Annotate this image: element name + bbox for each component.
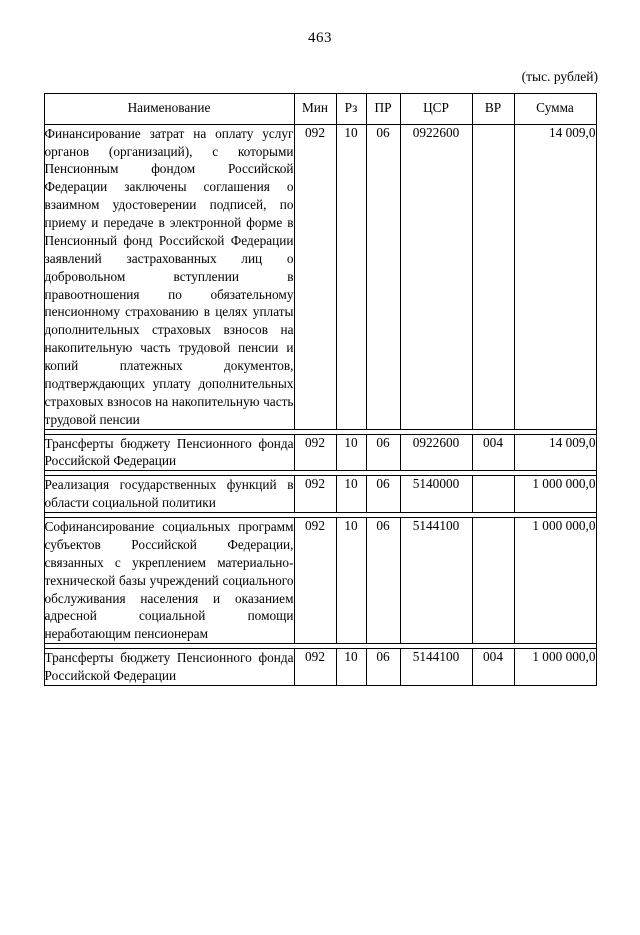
row-sum: 1 000 000,0 xyxy=(514,518,596,644)
table-row xyxy=(44,434,596,471)
table-body xyxy=(44,124,596,685)
column-header-min: Мин xyxy=(294,94,336,125)
row-min: 092 xyxy=(294,124,336,429)
row-min: 092 xyxy=(294,434,336,471)
document-page xyxy=(0,30,640,935)
row-vr xyxy=(472,124,514,429)
column-header-sum: Сумма xyxy=(514,94,596,125)
row-name: Трансферты бюджету Пенсионного фонда Российской Федерации xyxy=(44,434,294,471)
row-csr: 0922600 xyxy=(400,124,472,429)
table-row xyxy=(44,124,596,429)
row-rz: 10 xyxy=(336,124,366,429)
row-vr: 004 xyxy=(472,434,514,471)
row-min: 092 xyxy=(294,649,336,686)
row-min: 092 xyxy=(294,476,336,513)
row-csr: 5140000 xyxy=(400,476,472,513)
units-note: (тыс. рублей) xyxy=(521,69,598,84)
row-pr: 06 xyxy=(366,518,400,644)
row-name: Трансферты бюджету Пенсионного фонда Российской Федерации xyxy=(44,649,294,686)
budget-table xyxy=(44,93,597,686)
column-header-vr: ВР xyxy=(472,94,514,125)
column-header-name: Наименование xyxy=(44,94,294,125)
row-vr: 004 xyxy=(472,649,514,686)
row-csr: 5144100 xyxy=(400,518,472,644)
row-vr xyxy=(472,476,514,513)
table-header xyxy=(44,94,596,125)
row-rz: 10 xyxy=(336,476,366,513)
row-name: Софинансирование социальных программ субъектов Российской Федерации, связанных с укреплением материально-технической базы учреждений социального обслуживания населения и оказанием адресной социальной помощи неработающим пенсионерам xyxy=(44,518,294,644)
table-row xyxy=(44,518,596,644)
column-header-pr: ПР xyxy=(366,94,400,125)
row-rz: 10 xyxy=(336,434,366,471)
row-sum: 1 000 000,0 xyxy=(514,649,596,686)
row-sum: 14 009,0 xyxy=(514,124,596,429)
row-pr: 06 xyxy=(366,476,400,513)
row-pr: 06 xyxy=(366,124,400,429)
column-header-rz: Рз xyxy=(336,94,366,125)
table-row xyxy=(44,476,596,513)
table-row xyxy=(44,649,596,686)
row-rz: 10 xyxy=(336,649,366,686)
row-pr: 06 xyxy=(366,649,400,686)
row-vr xyxy=(472,518,514,644)
page-number: 463 xyxy=(308,30,332,46)
row-name: Реализация государственных функций в области социальной политики xyxy=(44,476,294,513)
row-name: Финансирование затрат на оплату услуг органов (организаций), с которыми Пенсионным фондом Российской Федерации заключены соглашения о взаимном удостоверении подписей, по приему и передаче в электронной форме в Пенсионный фонд Российской Федерации заявлений застрахованных лиц о добровольном вступлении в правоотношения по обязательному пенсионному страхованию в целях уплаты дополнительных страховых взносов на накопительную часть трудовой пенсии и копий платежных документов, подтверждающих уплату дополнительных страховых взносов на накопительную часть трудовой пенсии xyxy=(44,124,294,429)
row-sum: 14 009,0 xyxy=(514,434,596,471)
row-sum: 1 000 000,0 xyxy=(514,476,596,513)
row-rz: 10 xyxy=(336,518,366,644)
row-min: 092 xyxy=(294,518,336,644)
table-header-row xyxy=(44,94,596,125)
row-csr: 0922600 xyxy=(400,434,472,471)
row-csr: 5144100 xyxy=(400,649,472,686)
row-pr: 06 xyxy=(366,434,400,471)
column-header-csr: ЦСР xyxy=(400,94,472,125)
